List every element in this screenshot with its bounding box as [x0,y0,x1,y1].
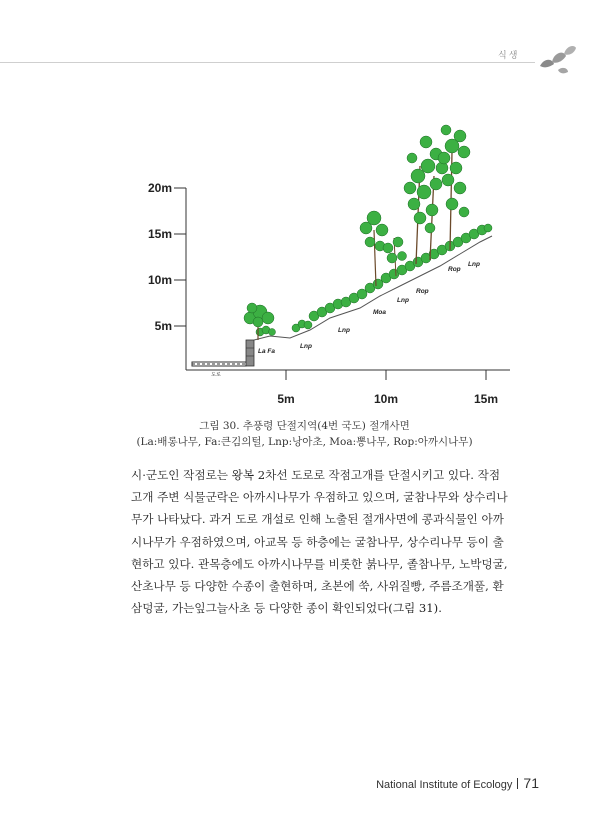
x-tick-label: 15m [473,392,499,406]
species-label: Rop [448,266,461,273]
paragraph-line: 고개 주변 식물군락은 아까시나무가 우점하고 있으며, 굴참나무와 상수리나 [131,490,508,505]
paragraph-line: 시·군도인 작점로는 왕복 2차선 도로로 작점고개를 단절시키고 있다. 작점 [131,468,501,482]
paragraph-line: 무가 나타났다. 과거 도로 개설로 인해 노출된 절개사면에 콩과식물인 아까 [131,512,504,527]
species-label: Lnp [397,297,409,304]
paragraph-line: 삼덩굴, 가는잎그늘사초 등 다양한 종이 확인되었다(그림 31). [131,601,442,616]
y-tick-label: 20m [147,181,172,195]
header-rule [0,62,535,63]
y-tick-label: 10m [147,273,172,287]
y-axis-ticks [148,181,186,333]
paragraph-line: 산초나무 등 다양한 수종이 출현하며, 초본에 쑥, 사위질빵, 주름조개풀, 환 [131,579,504,594]
species-label: Moa [373,309,386,316]
x-tick-label: 10m [373,392,399,406]
footer-institute: National Institute of Ecology [376,779,513,791]
slope-profile-figure [130,118,520,413]
footer-separator [517,778,518,789]
species-label: Rop [416,288,429,295]
y-tick-label: 5m [154,319,172,333]
section-label: 식생 [498,51,520,61]
species-label: Lnp [300,343,312,350]
tree-rop-3 [438,125,470,250]
figure-caption: 그림 30. 추풍령 단절지역(4번 국도) 절개사면 [199,420,410,432]
species-label: La Fa [258,348,275,355]
road-label: 도로 [211,372,221,378]
paragraph-line: 현하고 있다. 관목층에도 아까시나무를 비롯한 붉나무, 졸참나무, 노박덩굴, [131,556,508,571]
retaining-wall [246,340,254,366]
page-number: 71 [523,775,539,791]
x-tick-label: 5m [277,392,295,406]
species-label: Lnp [468,261,480,268]
leaf-logo-icon [536,44,578,74]
figure-caption-legend: (La:배롱나무, Fa:큰김의털, Lnp:낭아초, Moa:뽕나무, Rop:아까시나무) [136,436,473,448]
paragraph-line: 시나무가 우점하였으며, 아교목 등 하층에는 굴참나무, 상수리나무 등이 출 [131,534,504,549]
species-label: Lnp [338,327,350,334]
y-tick-label: 15m [147,227,172,241]
page-footer [376,775,539,791]
x-axis-ticks [277,370,498,406]
body-paragraph [131,464,508,619]
